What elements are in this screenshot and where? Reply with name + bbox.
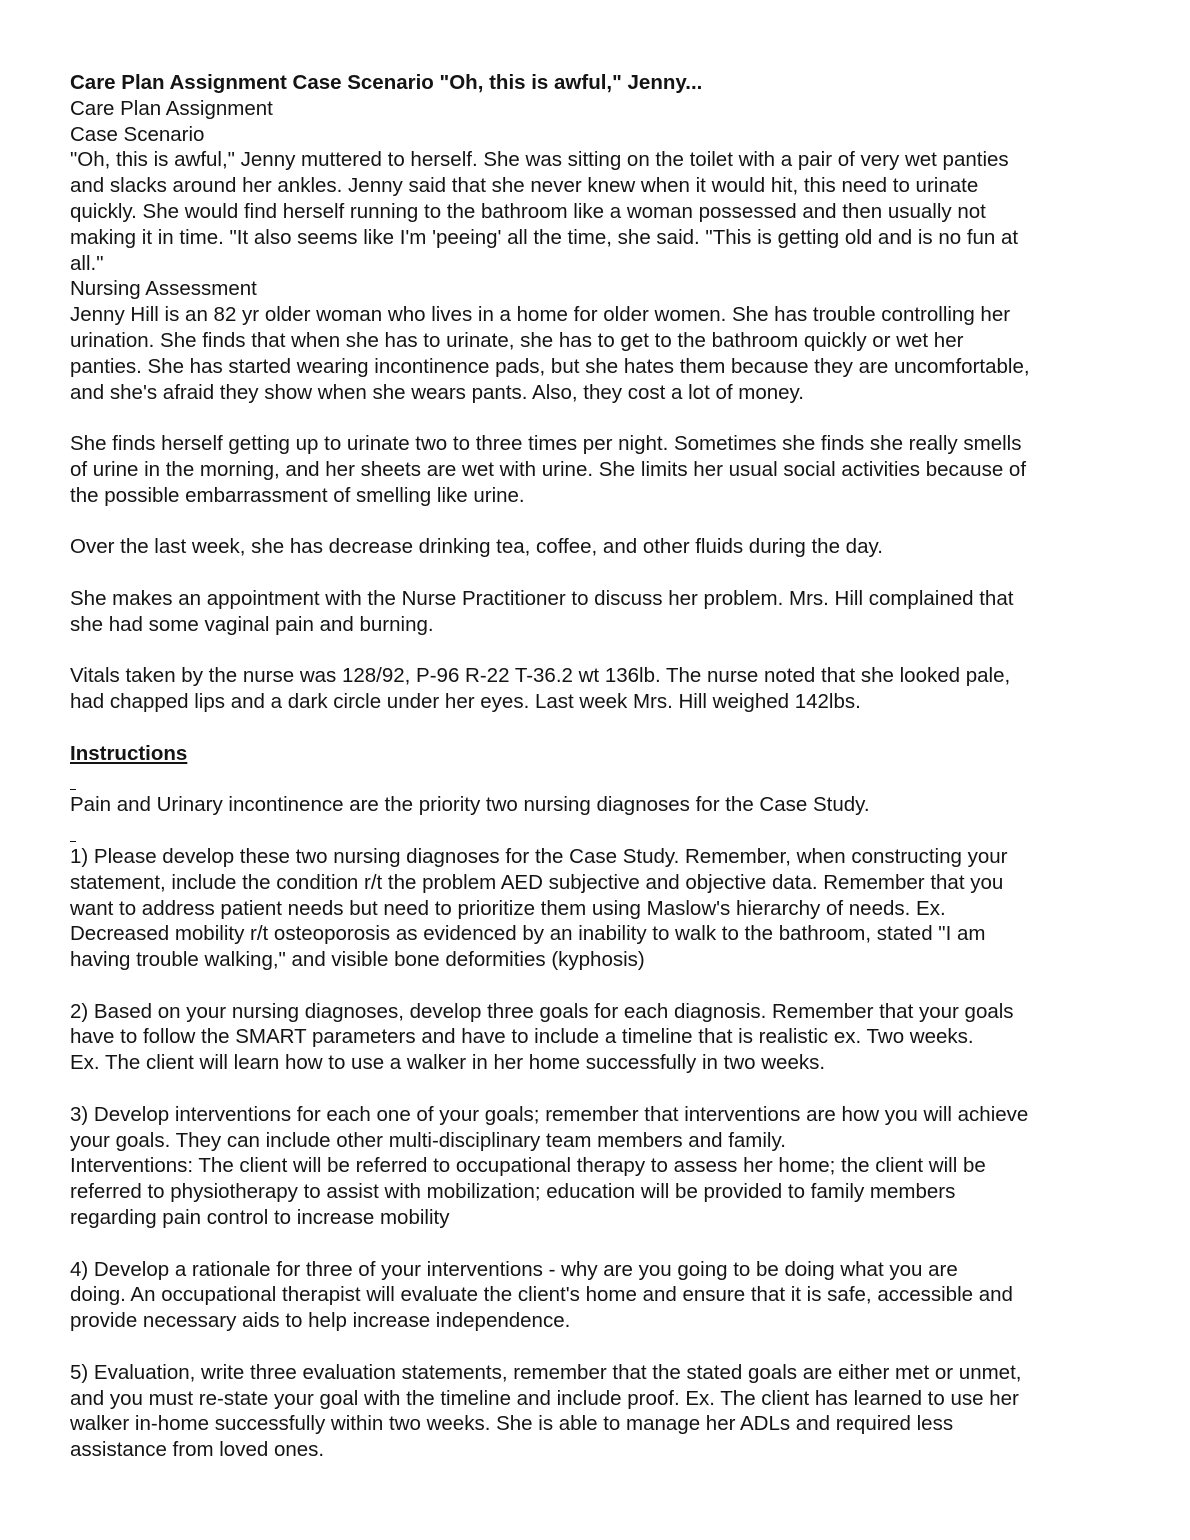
text-line: and you must re-state your goal with the timeline and include proof. Ex. The client has learned to use her <box>70 1386 1019 1410</box>
step-5-paragraph <box>70 1360 1122 1463</box>
text-line: 3) Develop interventions for each one of your goals; remember that interventions are how you will achieve <box>70 1102 1029 1126</box>
appointment-paragraph <box>70 586 1122 638</box>
text-line: "Oh, this is awful," Jenny muttered to herself. She was sitting on the toilet with a pair of very wet panties <box>70 148 1009 172</box>
text-line: she had some vaginal pain and burning. <box>70 612 434 636</box>
text-line: Pain and Urinary incontinence are the priority two nursing diagnoses for the Case Study. <box>70 793 870 817</box>
nursing-assessment-heading: Nursing Assessment <box>70 277 257 301</box>
case-scenario-heading: Case Scenario <box>70 122 205 146</box>
text-line: regarding pain control to increase mobility <box>70 1206 450 1230</box>
text-line: Decreased mobility r/t osteoporosis as evidenced by an inability to walk to the bathroom, stated "I am <box>70 922 986 946</box>
instructions-heading: Instructions <box>70 741 188 765</box>
text-line: Interventions: The client will be referred to occupational therapy to assess her home; the client will be <box>70 1154 986 1178</box>
vitals-paragraph <box>70 663 1122 715</box>
text-line: provide necessary aids to help increase independence. <box>70 1309 571 1333</box>
document-title: Care Plan Assignment Case Scenario "Oh, this is awful," Jenny... <box>70 71 703 94</box>
text-line: panties. She has started wearing incontinence pads, but she hates them because they are uncomfortable, <box>70 354 1030 378</box>
text-line: assistance from loved ones. <box>70 1438 325 1462</box>
text-line: She makes an appointment with the Nurse Practitioner to discuss her problem. Mrs. Hill complained that <box>70 586 1014 610</box>
step-3-paragraph <box>70 1102 1122 1231</box>
fluids-paragraph <box>70 534 1122 560</box>
text-line: want to address patient needs but need to prioritize them using Maslow's hierarchy of needs. Ex. <box>70 896 946 920</box>
text-line: urination. She finds that when she has to urinate, she has to get to the bathroom quickly or wet her <box>70 328 964 352</box>
text-line: and she's afraid they show when she wears pants. Also, they cost a lot of money. <box>70 380 804 404</box>
case-scenario-paragraph <box>70 147 1122 276</box>
text-line: referred to physiotherapy to assist with mobilization; education will be provided to family members <box>70 1180 956 1204</box>
text-line: and slacks around her ankles. Jenny said that she never knew when it would hit, this need to urinate <box>70 174 979 198</box>
blank-marker <box>70 818 1122 844</box>
step-4-paragraph <box>70 1257 1122 1334</box>
priority-diagnoses-paragraph <box>70 792 1122 818</box>
text-line: Jenny Hill is an 82 yr older woman who lives in a home for older women. She has trouble controlling her <box>70 303 1011 327</box>
text-line: Ex. The client will learn how to use a walker in her home successfully in two weeks. <box>70 1051 826 1075</box>
text-line: of urine in the morning, and her sheets are wet with urine. She limits her usual social activities because of <box>70 457 1027 481</box>
text-line: quickly. She would find herself running to the bathroom like a woman possessed and then usually not <box>70 199 986 223</box>
text-line: having trouble walking," and visible bone deformities (kyphosis) <box>70 948 645 972</box>
night-urination-paragraph <box>70 431 1122 508</box>
text-line: your goals. They can include other multi-disciplinary team members and family. <box>70 1128 786 1152</box>
nursing-assessment-paragraph <box>70 302 1122 405</box>
text-line: 4) Develop a rationale for three of your interventions - why are you going to be doing what you are <box>70 1257 958 1281</box>
text-line: doing. An occupational therapist will evaluate the client's home and ensure that it is safe, accessible and <box>70 1283 1013 1307</box>
text-line: the possible embarrassment of smelling like urine. <box>70 483 525 507</box>
blank-marker <box>70 767 1122 793</box>
document-subtitle: Care Plan Assignment <box>70 96 273 120</box>
text-line: She finds herself getting up to urinate two to three times per night. Sometimes she finds she really smells <box>70 432 1022 456</box>
step-1-paragraph <box>70 844 1122 973</box>
text-line: making it in time. "It also seems like I'm 'peeing' all the time, she said. "This is getting old and is no fun at <box>70 225 1019 249</box>
text-line: 1) Please develop these two nursing diagnoses for the Case Study. Remember, when constructing your <box>70 844 1008 868</box>
text-line: statement, include the condition r/t the problem AED subjective and objective data. Remember that you <box>70 870 1004 894</box>
step-2-paragraph <box>70 999 1122 1076</box>
text-line: walker in-home successfully within two weeks. She is able to manage her ADLs and required less <box>70 1412 954 1436</box>
text-line: had chapped lips and a dark circle under her eyes. Last week Mrs. Hill weighed 142lbs. <box>70 690 861 714</box>
text-line: all." <box>70 251 104 275</box>
text-line: Over the last week, she has decrease drinking tea, coffee, and other fluids during the day. <box>70 535 883 559</box>
text-line: Vitals taken by the nurse was 128/92, P-96 R-22 T-36.2 wt 136lb. The nurse noted that she looked pale, <box>70 664 1011 688</box>
text-line: 2) Based on your nursing diagnoses, develop three goals for each diagnosis. Remember that your goals <box>70 999 1014 1023</box>
text-line: have to follow the SMART parameters and have to include a timeline that is realistic ex. Two weeks. <box>70 1025 974 1049</box>
document-page <box>70 70 1122 1463</box>
text-line: 5) Evaluation, write three evaluation statements, remember that the stated goals are either met or unmet, <box>70 1360 1022 1384</box>
